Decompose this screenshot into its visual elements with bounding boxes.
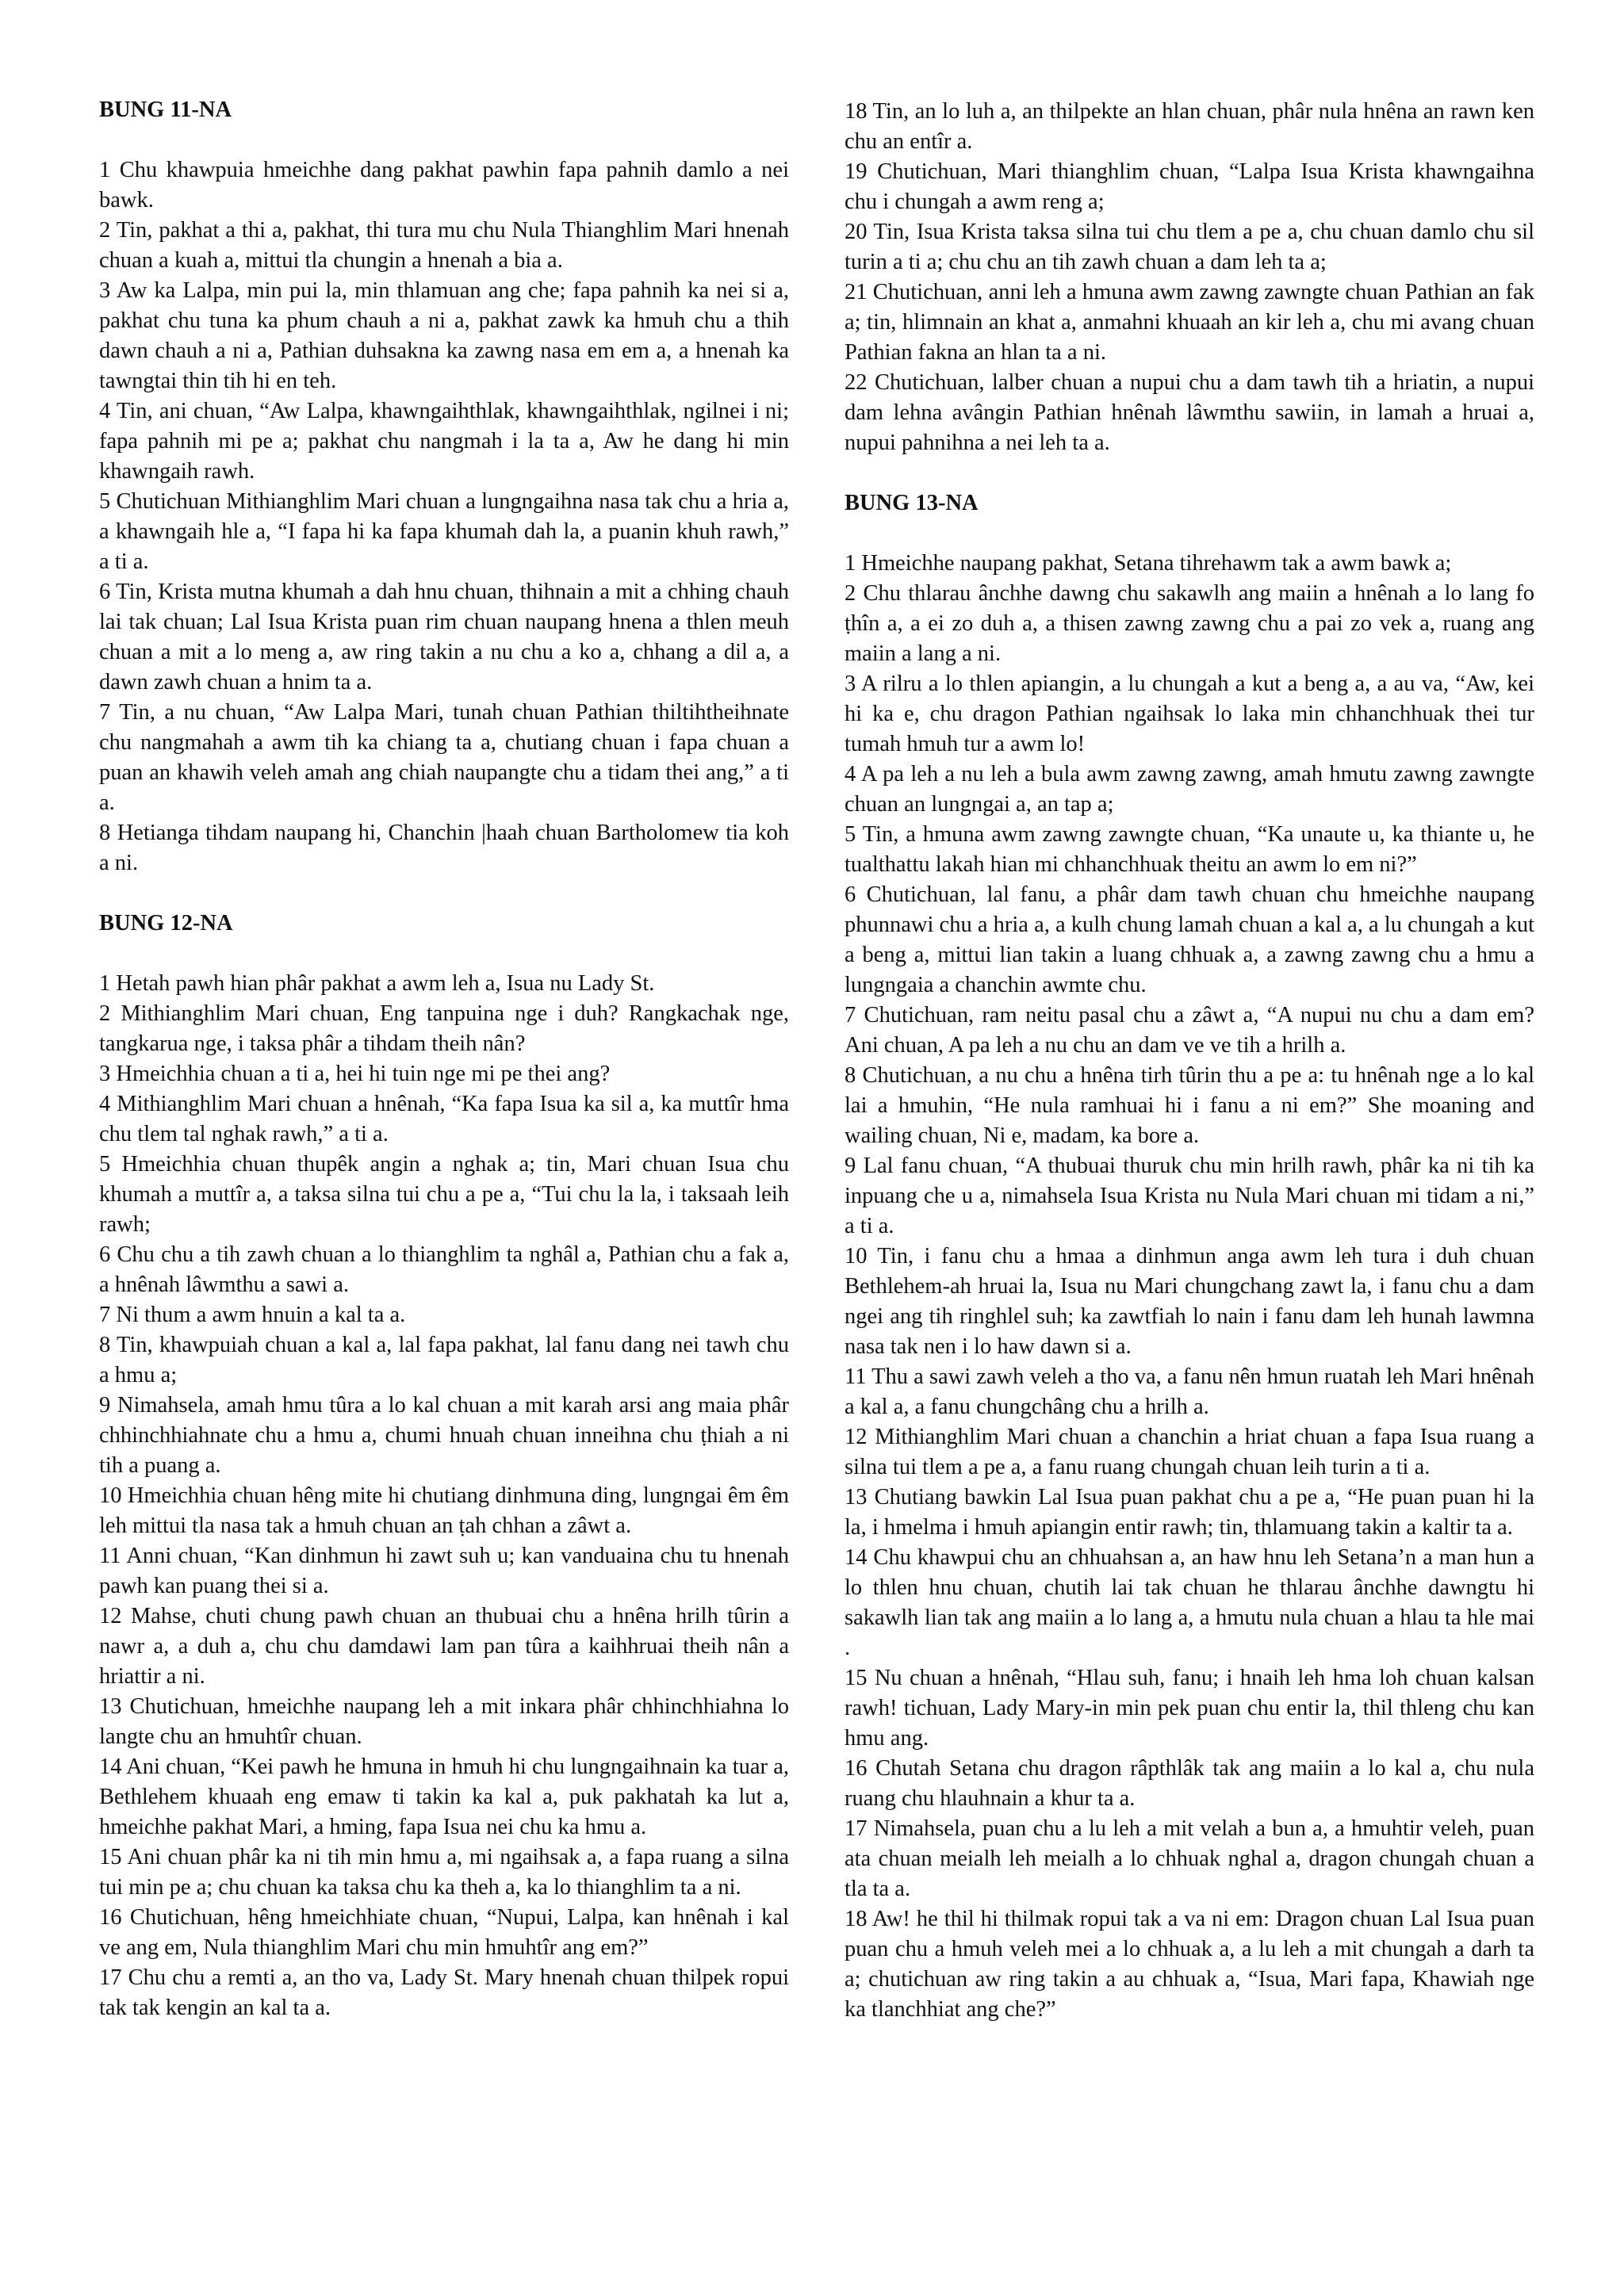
verse-paragraph: 8 Hetianga tihdam naupang hi, Chanchin |haah chuan Bartholomew tia koh a ni.: [99, 821, 789, 875]
verse-paragraph: 6 Tin, Krista mutna khumah a dah hnu chuan, thihnain a mit a chhing chauh lai tak chuan; Lal Isua Krista puan rim chuan naupang hnena a thlen meuh chuan a mit a lo meng a, aw ring takin a nu chu a ko a, chhang a dil a, a dawn zawh chuan a hnim ta a.: [99, 580, 789, 695]
verse-paragraph: 2 Chu thlarau ânchhe dawng chu sakawlh ang maiin a hnênah a lo lang fo ṭhîn a, a ei zo duh a, a thisen zawng zawng chu a pai zo vek a, ruang ang maiin a lang a ni.: [845, 581, 1534, 666]
verse-paragraph: 3 A rilru a lo thlen apiangin, a lu chungah a kut a beng a, a au va, “Aw, kei hi ka e, chu dragon Pathian ngaihsak lo laka min chhanchhuak thei tur tumah hmuh tur a awm lo!: [845, 672, 1534, 756]
verse-paragraph: 4 A pa leh a nu leh a bula awm zawng zawng, amah hmutu zawng zawngte chuan an lungngai a, an tap a;: [845, 762, 1534, 817]
verse-paragraph: 3 Aw ka Lalpa, min pui la, min thlamuan ang che; fapa pahnih ka nei si a, pakhat chu tuna ka phum chauh a ni a, pakhat zawk ka hmuh chu a thih dawn chauh a ni a, Pathian duhsakna ka zawng nasa em em a, a hnenah ka tawngtai thin tih hi en teh.: [99, 278, 789, 393]
verse-paragraph: 14 Ani chuan, “Kei pawh he hmuna in hmuh hi chu lungngaihnain ka tuar a, Bethlehem khuaah eng emaw ti takin ka kal a, puk pakhatah ka lut a, hmeichhe pakhat Mari, a hming, fapa Isua nei chu ka hmu a.: [99, 1755, 789, 1839]
verse-paragraph: 20 Tin, Isua Krista taksa silna tui chu tlem a pe a, chu chuan damlo chu sil turin a ti a; chu chu an tih zawh chuan a dam leh ta a;: [845, 220, 1534, 274]
verse-paragraph: 1 Hmeichhe naupang pakhat, Setana tihrehawm tak a awm bawk a;: [845, 551, 1452, 576]
paragraph-gap: [845, 458, 1534, 488]
verse-paragraph: 14 Chu khawpui chu an chhuahsan a, an haw hnu leh Setana’n a man hun a lo thlen hnu chuan, chutih lai tak chuan he thlarau ânchhe dawngtu hi sakawlh lian tak ang maiin a lo lang a, a hmutu nula chuan a hlau ta hle mai .: [845, 1545, 1534, 1660]
chapter-heading: BUNG 12-NA: [99, 911, 233, 936]
chapter-heading: BUNG 11-NA: [99, 98, 232, 122]
verse-paragraph: 8 Tin, khawpuiah chuan a kal a, lal fapa pakhat, lal fanu dang nei tawh chu a hmu a;: [99, 1333, 789, 1387]
verse-paragraph: 16 Chutah Setana chu dragon râpthlâk tak ang maiin a lo kal a, chu nula ruang chu hlauhnain a khur ta a.: [845, 1756, 1534, 1811]
verse-paragraph: 12 Mithianghlim Mari chuan a chanchin a hriat chuan a fapa Isua ruang a silna tui tlem a pe a, a fanu ruang chungah chuan leih turin a ti a.: [845, 1425, 1534, 1479]
verse-paragraph: 17 Nimahsela, puan chu a lu leh a mit velah a bun a, a hmuhtir veleh, puan ata chuan meialh leh meialh a lo chhuak nghal a, dragon chungah chuan a tla ta a.: [845, 1816, 1534, 1901]
right-column: [845, 97, 1534, 2025]
verse-paragraph: 7 Tin, a nu chuan, “Aw Lalpa Mari, tunah chuan Pathian thiltihtheihnate chu nangmahah a awm tih ka chiang ta a, chutiang chuan i fapa chuan a puan an khawih veleh amah ang chiah naupangte chu a tidam thei ang,” a ti a.: [99, 700, 789, 815]
verse-paragraph: 5 Tin, a hmuna awm zawng zawngte chuan, “Ka unaute u, ka thiante u, he tualthattu lakah hian mi chhanchhuak theitu an awm lo em ni?”: [845, 822, 1534, 877]
verse-paragraph: 7 Ni thum a awm hnuin a kal ta a.: [99, 1303, 406, 1327]
verse-paragraph: 19 Chutichuan, Mari thianghlim chuan, “Lalpa Isua Krista khawngaihna chu i chungah a awm reng a;: [845, 159, 1534, 214]
verse-paragraph: 3 Hmeichhia chuan a ti a, hei hi tuin nge mi pe thei ang?: [99, 1062, 611, 1086]
verse-paragraph: 1 Chu khawpuia hmeichhe dang pakhat pawhin fapa pahnih damlo a nei bawk.: [99, 158, 789, 212]
verse-paragraph: 11 Anni chuan, “Kan dinhmun hi zawt suh u; kan vanduaina chu tu hnenah pawh kan puang thei si a.: [99, 1544, 789, 1598]
verse-paragraph: 15 Ani chuan phâr ka ni tih min hmu a, mi ngaihsak a, a fapa ruang a silna tui min pe a; chu chuan ka taksa chu ka theh a, ka lo thianghlim ta a ni.: [99, 1845, 789, 1900]
verse-paragraph: 13 Chutiang bawkin Lal Isua puan pakhat chu a pe a, “He puan puan hi la la, i hmelma i hmuh apiangin entir rawh; tin, thlamuang takin a kaltir ta a.: [845, 1485, 1534, 1540]
verse-paragraph: 16 Chutichuan, hêng hmeichhiate chuan, “Nupui, Lalpa, kan hnênah i kal ve ang em, Nula thianghlim Mari chu min hmuhtîr ang em?”: [99, 1905, 789, 1960]
chapter-heading: BUNG 13-NA: [845, 491, 979, 515]
verse-paragraph: 4 Mithianghlim Mari chuan a hnênah, “Ka fapa Isua ka sil a, ka muttîr hma chu tlem tal nghak rawh,” a ti a.: [99, 1092, 789, 1146]
verse-paragraph: 4 Tin, ani chuan, “Aw Lalpa, khawngaihthlak, khawngaihthlak, ngilnei i ni; fapa pahnih mi pe a; pakhat chu nangmah i la ta a, Aw he dang hi min khawngaih rawh.: [99, 399, 789, 484]
verse-paragraph: 12 Mahse, chuti chung pawh chuan an thubuai chu a hnêna hrilh tûrin a nawr a, a duh a, chu chu damdawi lam pan tûra a kaihhruai theih nân a hriattir a ni.: [99, 1604, 789, 1689]
verse-paragraph: 9 Lal fanu chuan, “A thubuai thuruk chu min hrilh rawh, phâr ka ni tih ka inpuang che u a, nimahsela Isua Krista nu Nula Mari chuan mi tidam a ni,” a ti a.: [845, 1154, 1534, 1238]
verse-paragraph: 5 Chutichuan Mithianghlim Mari chuan a lungngaihna nasa tak chu a hria a, a khawngaih hle a, “I fapa hi ka fapa khumah dah la, a puanin khuh rawh,” a ti a.: [99, 489, 789, 574]
verse-paragraph: 10 Hmeichhia chuan hêng mite hi chutiang dinhmuna ding, lungngai êm êm leh mittui tla nasa tak a hmuh chuan an ṭah chhan a zâwt a.: [99, 1483, 789, 1538]
verse-paragraph: 1 Hetah pawh hian phâr pakhat a awm leh a, Isua nu Lady St.: [99, 971, 655, 996]
verse-paragraph: 9 Nimahsela, amah hmu tûra a lo kal chuan a mit karah arsi ang maia phâr chhinchhiahnate chu a hmu a, chumi hnuah chuan inneihna chu ṭhiah a ni tih a puang a.: [99, 1393, 789, 1478]
verse-paragraph: 6 Chutichuan, lal fanu, a phâr dam tawh chuan chu hmeichhe naupang phunnawi chu a hria a, a kulh chung lamah chuan a kal a, a lu chungah a kut a beng a, mittui lian takin a luang chhuak a, a zawng zawng chu a hmu a lungngaia a chanchin awmte chu.: [845, 882, 1534, 997]
verse-paragraph: 7 Chutichuan, ram neitu pasal chu a zâwt a, “A nupui nu chu a dam em? Ani chuan, A pa leh a nu chu an dam ve ve tih a hrilh a.: [845, 1003, 1534, 1058]
verse-paragraph: 10 Tin, i fanu chu a hmaa a dinhmun anga awm leh tura i duh chuan Bethlehem-ah hruai la, Isua nu Mari chungchang zawt la, i fanu chu a dam ngei ang tih ringhlel suh; ka zawtfiah lo nain i fanu dam leh hunah lawmna nasa tak nen i lo haw dawn si a.: [845, 1244, 1534, 1359]
verse-paragraph: 13 Chutichuan, hmeichhe naupang leh a mit inkara phâr chhinchhiahna lo langte chu an hmuhtîr chuan.: [99, 1694, 789, 1749]
verse-paragraph: 11 Thu a sawi zawh veleh a tho va, a fanu nên hmun ruatah leh Mari hnênah a kal a, a fanu chungchâng chu a hrilh a.: [845, 1364, 1534, 1419]
verse-paragraph: 5 Hmeichhia chuan thupêk angin a nghak a; tin, Mari chuan Isua chu khumah a muttîr a, a taksa silna tui chu a pe a, “Tui chu la la, i taksaah leih rawh;: [99, 1152, 789, 1237]
paragraph-gap: [99, 125, 789, 155]
verse-paragraph: 22 Chutichuan, lalber chuan a nupui chu a dam tawh tih a hriatin, a nupui dam lehna avângin Pathian hnênah lâwmthu sawiin, in lamah a hruai a, nupui pahnihna a nei leh ta a.: [845, 370, 1534, 455]
paragraph-gap: [99, 878, 789, 909]
verse-paragraph: 2 Tin, pakhat a thi a, pakhat, thi tura mu chu Nula Thianghlim Mari hnenah chuan a kuah a, mittui tla chungin a hnenah a bia a.: [99, 218, 789, 273]
verse-paragraph: 15 Nu chuan a hnênah, “Hlau suh, fanu; i hnaih leh hma loh chuan kalsan rawh! tichuan, Lady Mary-in min pek puan chu entir la, thil thleng chu kan hmu ang.: [845, 1666, 1534, 1751]
verse-paragraph: 17 Chu chu a remti a, an tho va, Lady St. Mary hnenah chuan thilpek ropui tak tak kengin an kal ta a.: [99, 1965, 789, 2020]
left-column: [99, 95, 789, 2023]
paragraph-gap: [845, 519, 1534, 549]
verse-paragraph: 18 Aw! he thil hi thilmak ropui tak a va ni em: Dragon chuan Lal Isua puan puan chu a hmuh veleh mei a lo chhuak a, a lu leh a mit chungah a darh ta a; chutichuan aw ring takin a au chhuak a, “Isua, Mari fapa, Khawiah nge ka tlanchhiat ang che?”: [845, 1907, 1534, 2022]
paragraph-gap: [99, 939, 789, 969]
verse-paragraph: 18 Tin, an lo luh a, an thilpekte an hlan chuan, phâr nula hnêna an rawn ken chu an entîr a.: [845, 99, 1534, 154]
verse-paragraph: 2 Mithianghlim Mari chuan, Eng tanpuina nge i duh? Rangkachak nge, tangkarua nge, i taksa phâr a tihdam theih nân?: [99, 1001, 789, 1056]
verse-paragraph: 21 Chutichuan, anni leh a hmuna awm zawng zawngte chuan Pathian an fak a; tin, hlimnain an khat a, anmahni khuaah an kir leh a, chu mi avang chuan Pathian fakna an hlan ta a ni.: [845, 280, 1534, 365]
verse-paragraph: 8 Chutichuan, a nu chu a hnêna tirh tûrin thu a pe a: tu hnênah nge a lo kal lai a hmuhin, “He nula ramhuai hi i fanu a ni em?” She moaning and wailing chuan, Ni e, madam, ka bore a.: [845, 1063, 1534, 1148]
verse-paragraph: 6 Chu chu a tih zawh chuan a lo thianghlim ta nghâl a, Pathian chu a fak a, a hnênah lâwmthu a sawi a.: [99, 1242, 789, 1297]
